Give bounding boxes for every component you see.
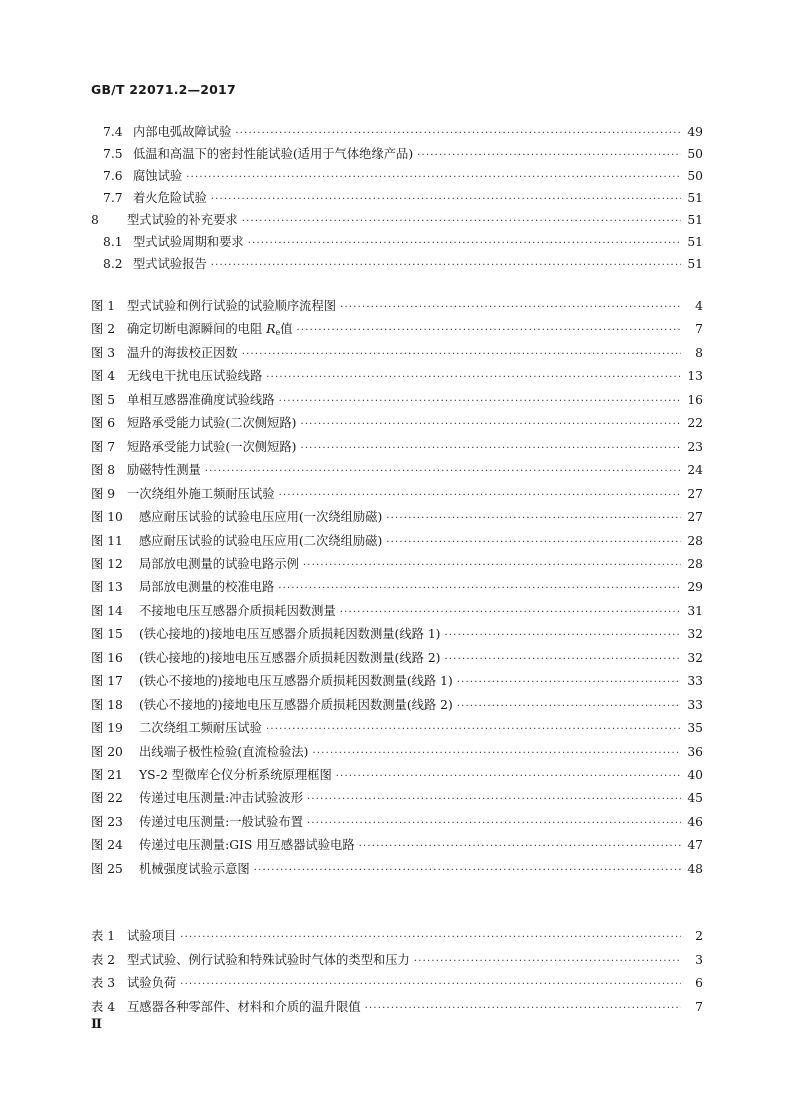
toc-entry-page: 51	[687, 191, 703, 205]
toc-entry-page: 36	[687, 744, 703, 759]
toc-entry-title: 腐蚀试验	[133, 169, 183, 183]
toc-entry[interactable]	[91, 437, 703, 455]
toc-entry-title: 试验项目	[127, 929, 177, 943]
toc-entry[interactable]	[91, 926, 703, 944]
toc-entry-title: 无线电干扰电压试验线路	[127, 369, 263, 384]
toc-entry-title: 感应耐压试验的试验电压应用(二次绕组励磁)	[139, 533, 383, 548]
toc-entry-number: 图 11	[91, 533, 123, 548]
dot-leader	[386, 513, 681, 524]
toc-entry[interactable]	[91, 718, 703, 736]
toc-entry[interactable]	[91, 366, 703, 384]
toc-entry-page: 33	[687, 697, 703, 712]
dot-leader	[211, 194, 681, 205]
dot-leader	[414, 956, 681, 967]
dot-leader	[340, 302, 681, 313]
toc-entry[interactable]	[103, 144, 703, 162]
toc-entry-number: 图 13	[91, 580, 123, 595]
toc-entry-title: 局部放电测量的校准电路	[139, 580, 275, 595]
toc-entry-title: 机械强度试验示意图	[139, 861, 250, 876]
toc-entry-page: 46	[687, 814, 703, 829]
toc-entry-title: 着火危险试验	[133, 191, 207, 205]
toc-entry-title: 传递过电压测量:GIS 用互感器试验电路	[139, 838, 355, 853]
toc-entry-number: 图 16	[91, 650, 123, 665]
toc-entry[interactable]	[91, 460, 703, 478]
toc-entry-number: 图 22	[91, 791, 123, 806]
toc-entry-title: 型式试验和例行试验的试验顺序流程图	[127, 299, 337, 313]
toc-entry[interactable]	[91, 601, 703, 619]
toc-entry-title: 传递过电压测量:冲击试验波形	[139, 791, 304, 806]
dot-leader	[300, 419, 681, 430]
toc-entry-number: 7.4	[103, 125, 123, 139]
toc-entry[interactable]	[91, 343, 703, 361]
toc-entry[interactable]	[91, 319, 703, 337]
toc-entry-number: 图 21	[91, 768, 123, 782]
toc-entry-number: 表 1	[91, 929, 116, 943]
toc-entry[interactable]	[91, 973, 703, 991]
toc-entry-number: 7.7	[103, 191, 123, 205]
dot-leader	[242, 216, 681, 227]
toc-entry-page: 35	[687, 721, 703, 736]
toc-entry-page: 51	[687, 257, 703, 271]
toc-entry-page: 23	[687, 439, 703, 454]
toc-entry[interactable]	[91, 835, 703, 853]
toc-entry[interactable]	[91, 531, 703, 549]
dot-leader	[279, 490, 681, 501]
toc-entry[interactable]	[91, 390, 703, 408]
toc-entry-number: 图 2	[91, 322, 116, 337]
toc-entry-title: YS-2 型微库仑仪分析系统原理框图	[139, 768, 332, 782]
toc-entry-title-text: 值	[280, 322, 293, 337]
toc-entry-page: 31	[687, 603, 703, 618]
dot-leader	[278, 583, 681, 594]
dot-leader	[365, 1003, 681, 1014]
toc-entry-title: 短路承受能力试验(二次侧短路)	[127, 416, 297, 431]
toc-entry[interactable]	[103, 166, 703, 184]
dot-leader	[336, 771, 681, 782]
toc-entry-number: 7.6	[103, 169, 123, 183]
toc-entry[interactable]	[91, 624, 703, 642]
toc-entry-page: 47	[687, 838, 703, 853]
toc-entry-number: 图 5	[91, 392, 116, 407]
toc-entry-page: 3	[695, 952, 703, 967]
toc-entry[interactable]	[91, 577, 703, 595]
toc-entry[interactable]	[103, 232, 703, 250]
toc-entry-title: (铁心不接地的)接地电压互感器介质损耗因数测量(线路 1)	[139, 674, 453, 689]
toc-entry[interactable]	[91, 413, 703, 431]
toc-entry-page: 32	[687, 627, 703, 642]
toc-entry[interactable]	[91, 296, 703, 314]
toc-entry[interactable]	[91, 997, 703, 1015]
toc-entry[interactable]	[91, 648, 703, 666]
toc-entry-page: 2	[695, 929, 703, 943]
toc-entry[interactable]	[91, 507, 703, 525]
dot-leader	[248, 238, 681, 249]
toc-entry-title: 型式试验周期和要求	[133, 235, 244, 249]
toc-entry-number: 图 19	[91, 721, 123, 736]
dot-leader	[340, 607, 681, 618]
toc-entry[interactable]	[91, 742, 703, 760]
dot-leader	[303, 560, 681, 571]
toc-entry-page: 40	[687, 768, 703, 782]
toc-entry-page: 8	[695, 345, 703, 360]
dot-leader	[279, 396, 681, 407]
toc-entry-page: 22	[687, 416, 703, 431]
resistance-subscript: e	[275, 328, 281, 338]
dot-leader	[457, 677, 681, 688]
toc-entry-number: 图 8	[91, 463, 116, 478]
toc-entry-page: 13	[687, 369, 703, 384]
dot-leader	[386, 537, 681, 548]
toc-entry-number: 图 24	[91, 838, 123, 853]
toc-entry-number: 图 9	[91, 486, 116, 501]
toc-entry[interactable]	[91, 695, 703, 713]
toc-entry-page: 45	[687, 791, 703, 806]
toc-entry-number: 图 7	[91, 439, 116, 454]
toc-entry-title-text: 确定切断电源瞬间的电阻	[127, 322, 267, 337]
toc-entry-page: 7	[695, 322, 703, 337]
toc-entry-page: 7	[695, 999, 703, 1014]
dot-leader	[266, 724, 681, 735]
toc-entry-number: 图 10	[91, 510, 123, 525]
toc-entry-title: 不接地电压互感器介质损耗因数测量	[139, 603, 336, 618]
toc-entry-title: 二次绕组工频耐压试验	[139, 721, 262, 736]
toc-entry-title: (铁心不接地的)接地电压互感器介质损耗因数测量(线路 2)	[139, 697, 453, 712]
dot-leader	[457, 701, 681, 712]
dot-leader	[444, 654, 681, 665]
toc-entry-title: 互感器各种零部件、材料和介质的温升限值	[127, 999, 361, 1014]
toc-entry[interactable]	[91, 859, 703, 877]
dot-leader	[300, 443, 681, 454]
toc-entry-page: 50	[687, 147, 703, 161]
toc-entry-title: 试验负荷	[127, 976, 177, 990]
toc-entry-number: 图 18	[91, 697, 123, 712]
toc-entry-number: 图 23	[91, 814, 123, 829]
dot-leader	[205, 466, 681, 477]
toc-entry-number: 图 3	[91, 345, 116, 360]
toc-entry-title: 型式试验、例行试验和特殊试验时气体的类型和压力	[127, 952, 410, 967]
dot-leader	[266, 372, 681, 383]
toc-entry-page: 32	[687, 650, 703, 665]
toc-entry[interactable]	[91, 484, 703, 502]
toc-entry-number: 表 4	[91, 999, 116, 1014]
dot-leader	[312, 748, 681, 759]
toc-entry-number: 8.1	[103, 235, 123, 249]
toc-entry-page: 6	[695, 976, 703, 990]
toc-entry[interactable]	[91, 950, 703, 968]
toc-entry-page: 51	[687, 213, 703, 227]
dot-leader	[359, 841, 681, 852]
toc-entry-page: 28	[687, 533, 703, 548]
toc-entry-page: 49	[687, 125, 703, 139]
toc-entry[interactable]	[91, 554, 703, 572]
toc-entry-number: 图 25	[91, 861, 123, 876]
toc-entry-page: 27	[687, 486, 703, 501]
dot-leader	[180, 932, 681, 943]
toc-entry-page: 28	[687, 556, 703, 571]
toc-entry-title: (铁心接地的)接地电压互感器介质损耗因数测量(线路 1)	[139, 627, 441, 642]
toc-entry-number: 图 17	[91, 674, 123, 689]
toc-entry[interactable]	[103, 188, 703, 206]
toc-entry[interactable]	[103, 122, 703, 140]
toc-entry-page: 48	[687, 861, 703, 876]
toc-entry-page: 51	[687, 235, 703, 249]
toc-entry-title: 型式试验的补充要求	[127, 213, 238, 227]
toc-entry-number: 表 2	[91, 952, 116, 967]
dot-leader	[242, 349, 681, 360]
toc-entry-page: 24	[687, 463, 703, 478]
toc-entry-title: 型式试验报告	[133, 257, 207, 271]
page-number: Ⅱ	[91, 1017, 102, 1032]
dot-leader	[235, 128, 681, 139]
toc-entry-title: 一次绕组外施工频耐压试验	[127, 486, 275, 501]
toc-entry-title: 温升的海拔校正因数	[127, 345, 238, 360]
dot-leader	[297, 325, 682, 336]
dot-leader	[444, 630, 681, 641]
toc-entry-page: 16	[687, 392, 703, 407]
toc-entry-page: 33	[687, 674, 703, 689]
toc-entry-number: 图 12	[91, 556, 123, 571]
toc-entry-title: 局部放电测量的试验电路示例	[139, 556, 299, 571]
toc-entry-title: 单相互感器准确度试验线路	[127, 392, 275, 407]
toc-entry-title: 内部电弧故障试验	[133, 125, 232, 139]
toc-entry-title: 感应耐压试验的试验电压应用(一次绕组励磁)	[139, 510, 383, 525]
dot-leader	[417, 150, 681, 161]
toc-entry-number: 图 4	[91, 369, 116, 384]
dot-leader	[211, 260, 681, 271]
dot-leader	[307, 794, 681, 805]
toc-entry-number: 图 14	[91, 603, 123, 618]
toc-entry-page: 4	[695, 299, 703, 313]
dot-leader	[180, 979, 681, 990]
toc-entry-number: 图 20	[91, 744, 123, 759]
toc-entry-page: 50	[687, 169, 703, 183]
toc-entry-page: 29	[687, 580, 703, 595]
toc-entry-number: 图 15	[91, 627, 123, 642]
toc-entry[interactable]	[91, 671, 703, 689]
toc-entry-title: 短路承受能力试验(一次侧短路)	[127, 439, 297, 454]
toc-entry-number: 8.2	[103, 257, 123, 271]
resistance-symbol: R	[266, 322, 276, 337]
toc-entry-title: 励磁特性测量	[127, 463, 201, 478]
toc-entry-title: 出线端子极性检验(直流检验法)	[139, 744, 309, 759]
toc-entry-number: 图 6	[91, 416, 116, 431]
toc-entry-title: 低温和高温下的密封性能试验(适用于气体绝缘产品)	[133, 147, 414, 161]
toc-entry-number: 图 1	[91, 299, 116, 313]
toc-entry[interactable]	[91, 812, 703, 830]
toc-entry-title: (铁心接地的)接地电压互感器介质损耗因数测量(线路 2)	[139, 650, 441, 665]
toc-entry[interactable]	[91, 765, 703, 783]
toc-entry-number: 表 3	[91, 976, 116, 990]
toc-entry-title: 传递过电压测量:一般试验布置	[139, 814, 304, 829]
toc-entry[interactable]	[103, 254, 703, 272]
toc-entry-title	[127, 319, 293, 337]
dot-leader	[307, 818, 681, 829]
toc-entry-page: 27	[687, 510, 703, 525]
toc-entry-number: 7.5	[103, 147, 123, 161]
toc-entry[interactable]	[91, 788, 703, 806]
toc-entry[interactable]	[91, 210, 703, 228]
dot-leader	[186, 172, 681, 183]
toc-entry-number: 8	[91, 213, 99, 227]
document-code-header: GB/T 22071.2—2017	[91, 82, 236, 97]
dot-leader	[254, 865, 681, 876]
